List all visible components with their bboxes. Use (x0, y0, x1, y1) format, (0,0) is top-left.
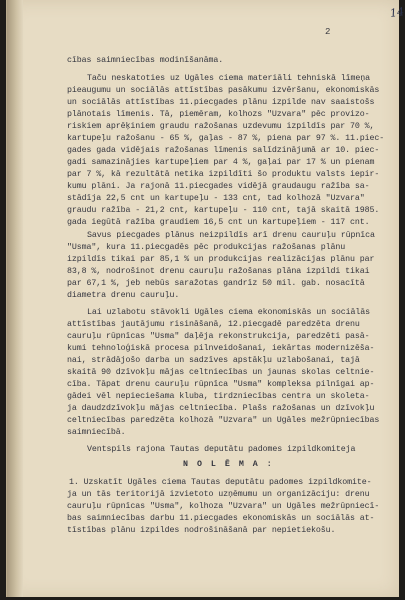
text-line: gādei vēl nepieciešama kluba, tirdzniecības centra un skoleta- (67, 392, 370, 401)
text-line: ja daudzdzīvokļu mājas celtniecība. Plašs ražošanas un dzīvokļu (67, 404, 375, 413)
text-line: skaitā 90 dzīvokļu mājas celtniecības un jaunas skolas celtnie- (67, 368, 375, 377)
text-line: gada iegūtā ražība graudiem 16,5 cnt un kartupeļiem - 117 cnt. (67, 218, 370, 227)
text-line: graudu ražība - 21,2 cnt, kartupeļu - 110 cnt, tajā skaitā 1985. (67, 206, 380, 215)
text-line: bas saimniecības darbu 11.piecgades ekonomiskās un sociālās at- (67, 514, 375, 523)
text-line: plānotais līmenis. Tā, piemēram, kolhozs "Uzvara" pēc provizo- (67, 110, 370, 119)
text-line: riskiem aprēķiniem graudu ražošanas uzdevumu izpildīs par 70 %, (67, 122, 375, 131)
text-line: un sociālās attīstības 11.piecgades plānu izpilde nav saaistošs (67, 98, 375, 107)
text-line: gades gada vidējais ražošanas līmenis salīdzinājumā ar 10. piec- (67, 146, 380, 155)
text-line: kartupeļu ražošanu - 65 %, gaļas - 87 %, piena par 97 %. 11.piec- (67, 134, 385, 143)
text-line: celtniecības paredzēta kolhozā "Uzvara" un Ugāles mežrūpniecības (67, 416, 380, 425)
document-page (6, 0, 405, 597)
text-line: cības saimniecības modinīšanāma. (67, 56, 224, 65)
text-line: saimniecībā. (67, 428, 126, 437)
text-line: 1. Uzskatīt Ugāles ciema Tautas deputātu padomes izpildkomite- (69, 478, 372, 487)
text-line: nai, strādājošo darba un sadzīves apstākļu uzlabošanai, tajā (67, 356, 360, 365)
text-line: gadi samazinājies kartupeļiem par 4 %, gaļai par 17 % un pienam (67, 158, 375, 167)
decision-heading: N O L Ē M A : (183, 460, 274, 469)
text-line: cauruļu rūpnīcas "Usma" daļēja rekonstrukcija, paredzēti pasā- (67, 332, 370, 341)
text-line: 83,8 %, nodrošinot drenu cauruļu ražošanas plāna izpildi tikai (67, 267, 370, 276)
text-line: diametra drenu cauruļu. (67, 291, 180, 300)
text-line: ja un tās teritorijā izvietoto uzņēmumu un organizāciju: drenu (67, 490, 370, 499)
text-line: cauruļu rūpnīcas "Usma", kolhoza "Uzvara" un Ugāles mežrūpniecī- (67, 502, 380, 511)
text-line: Ventspils rajona Tautas deputātu padomes izpildkomiteja (87, 445, 356, 454)
page-number: 2 (325, 27, 331, 37)
text-line: par 7 %, kā rezultātā netika izpildīti šo produktu valsts iepir- (67, 170, 380, 179)
text-line: Savus piecgades plānus neizpildīs arī drenu cauruļu rūpnīca (87, 231, 375, 240)
text-line: cība. Tāpat drenu cauruļu rūpnīca "Usma" kompleksa pilnīgai ap- (67, 380, 375, 389)
text-line: attīstības jautājumu risināšanā, 12.piecgadē paredzēta drenu (67, 320, 360, 329)
text-line: par 67,1 %, jeb nebūs saražotas gandrīz 50 mil. gab. nosacītā (67, 279, 365, 288)
text-line: tīstības plānu izpildes nodrošināšanā par nepietiekošu. (67, 526, 336, 535)
text-line: kumi tehnoloģiskā procesa pilnveidošanai, iekārtas modernizēša- (67, 344, 375, 353)
text-line: kumu plāni. Ja rajonā 11.piecgades vidējā graudaugu ražība sa- (67, 182, 370, 191)
text-line: izpildīs tikai par 85,1 % un produkcijas realizācijas plānu par (67, 255, 375, 264)
text-line: Lai uzlabotu stāvokli Ugāles ciema ekonomiskās un sociālās (87, 308, 370, 317)
text-line: Taču neskatoties uz Ugāles ciema materiāli tehniskā līmeņa (87, 74, 370, 83)
text-line: stādīja 22,5 cnt un kartupeļu - 133 cnt, tad kolhozā "Uzvara" (67, 194, 365, 203)
text-line: "Usma", kura 11.piecgadēs pēc produkcijas ražošanas plānu (67, 243, 346, 252)
document-body (7, 0, 399, 597)
text-line: pieaugumu un sociālās attīstības pasākumu izvēršanu, ekonomiskās (67, 86, 380, 95)
archive-sheet-number: 14 (389, 5, 405, 20)
